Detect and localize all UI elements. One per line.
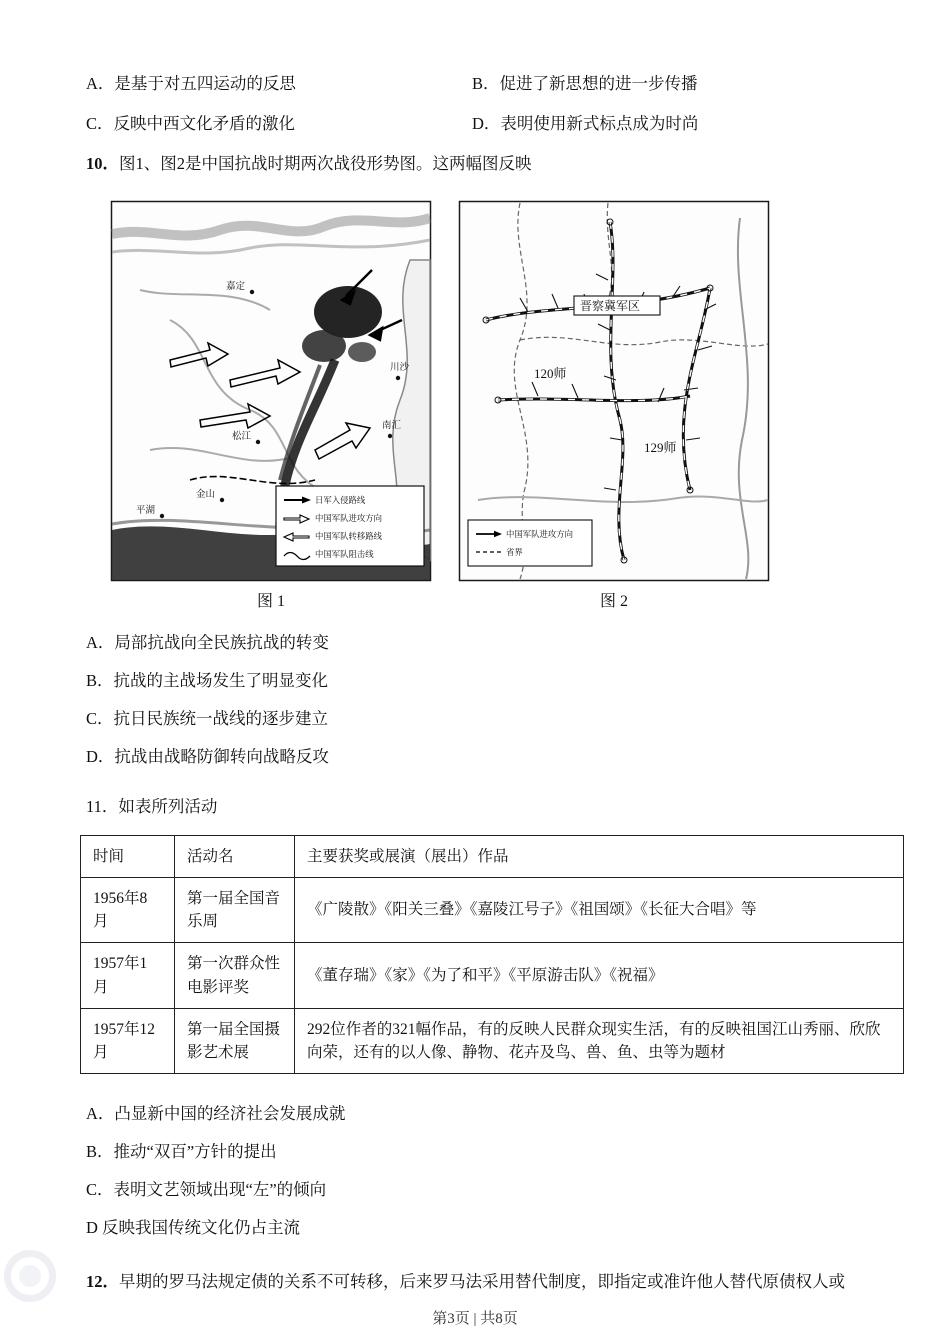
figure-captions xyxy=(110,590,902,613)
table-row xyxy=(81,877,904,943)
q11-option-b: B．推动“双百”方针的提出 xyxy=(86,1142,277,1162)
map2-legend xyxy=(468,520,592,566)
svg-text:嘉定: 嘉定 xyxy=(226,281,246,292)
q11-number: 11． xyxy=(86,796,119,816)
table-row xyxy=(81,943,904,1009)
cell-time: 1957年1月 xyxy=(81,943,175,1009)
q10-option-d: D．抗战由战略防御转向战略反攻 xyxy=(86,746,329,766)
cell-works: 《董存瑞》《家》《为了和平》《平原游击队》《祝福》 xyxy=(295,943,904,1009)
q10-maps xyxy=(110,200,902,582)
cell-time: 1956年8月 xyxy=(81,877,175,943)
svg-text:平湖: 平湖 xyxy=(136,505,156,516)
svg-text:金山: 金山 xyxy=(196,489,216,500)
map-figure-2 xyxy=(458,200,770,582)
map1-legend xyxy=(276,486,424,566)
q12-stem-text: 早期的罗马法规定债的关系不可转移，后来罗马法采用替代制度，即指定或准许他人替代原债权人或 xyxy=(119,1272,845,1291)
svg-text:中国军队进攻方向: 中国军队进攻方向 xyxy=(506,529,573,539)
svg-text:省界: 省界 xyxy=(506,547,523,557)
q10-number: 10． xyxy=(86,153,119,173)
q9-options-row-1 xyxy=(86,72,902,96)
cell-time: 1957年12月 xyxy=(81,1008,175,1074)
svg-text:松江: 松江 xyxy=(232,431,252,442)
q11-option-a: A．凸显新中国的经济社会发展成就 xyxy=(86,1104,346,1124)
svg-text:南汇: 南汇 xyxy=(382,420,402,431)
q12-stem xyxy=(86,1270,902,1294)
svg-text:120师: 120师 xyxy=(534,365,567,381)
svg-text:日军入侵路线: 日军入侵路线 xyxy=(315,495,366,505)
page-footer: 第3页 | 共8页 xyxy=(432,1311,518,1327)
cell-activity: 第一届全国音乐周 xyxy=(175,877,295,943)
watermark-logo xyxy=(4,1250,56,1302)
svg-text:中国军队进攻方向: 中国军队进攻方向 xyxy=(315,513,382,523)
cell-activity: 第一届全国摄影艺术展 xyxy=(175,1008,295,1074)
svg-text:中国军队阻击线: 中国军队阻击线 xyxy=(315,549,374,559)
q10-option-b: B．抗战的主战场发生了明显变化 xyxy=(86,670,329,690)
svg-text:中国军队转移路线: 中国军队转移路线 xyxy=(315,531,382,541)
table-header-row xyxy=(81,835,904,877)
table-row xyxy=(81,1008,904,1074)
q12-number: 12． xyxy=(86,1272,119,1291)
figure-1-caption: 图 1 xyxy=(256,592,285,610)
cell-works: 《广陵散》《阳关三叠》《嘉陵江号子》《祖国颂》《长征大合唱》等 xyxy=(295,877,904,943)
svg-text:川沙: 川沙 xyxy=(390,362,410,373)
svg-text:129师: 129师 xyxy=(644,439,677,455)
svg-text:晋察冀军区: 晋察冀军区 xyxy=(580,298,641,313)
q11-stem xyxy=(86,795,902,819)
q10-stem-text: 图1、图2是中国抗战时期两次战役形势图。这两幅图反映 xyxy=(119,153,532,173)
q9-option-c: C．反映中西文化矛盾的激化 xyxy=(86,113,296,133)
q11-option-d: D 反映我国传统文化仍占主流 xyxy=(86,1218,301,1238)
q9-option-a: A．是基于对五四运动的反思 xyxy=(86,74,296,93)
q9-option-d: D．表明使用新式标点成为时尚 xyxy=(472,113,699,133)
header-works: 主要获奖或展演（展出）作品 xyxy=(295,835,904,877)
q10-stem xyxy=(86,152,902,176)
figure-2-caption: 图 2 xyxy=(599,592,628,610)
q11-table xyxy=(80,835,904,1075)
q11-stem-text: 如表所列活动 xyxy=(118,796,218,816)
cell-activity: 第一次群众性电影评奖 xyxy=(175,943,295,1009)
header-time: 时间 xyxy=(81,835,175,877)
header-activity: 活动名 xyxy=(175,835,295,877)
cell-works: 292位作者的321幅作品，有的反映人民群众现实生活，有的反映祖国江山秀丽、欣欣向荣，还有的以人像、静物、花卉及鸟、兽、鱼、虫等为题材 xyxy=(295,1008,904,1074)
q9-option-b: B．促进了新思想的进一步传播 xyxy=(472,74,698,93)
q11-option-c: C．表明文艺领域出现“左”的倾向 xyxy=(86,1180,327,1200)
q10-option-c: C．抗日民族统一战线的逐步建立 xyxy=(86,708,329,728)
q9-options-row-2 xyxy=(86,112,902,136)
map-figure-1 xyxy=(110,200,432,582)
q10-option-a: A．局部抗战向全民族抗战的转变 xyxy=(86,632,329,652)
